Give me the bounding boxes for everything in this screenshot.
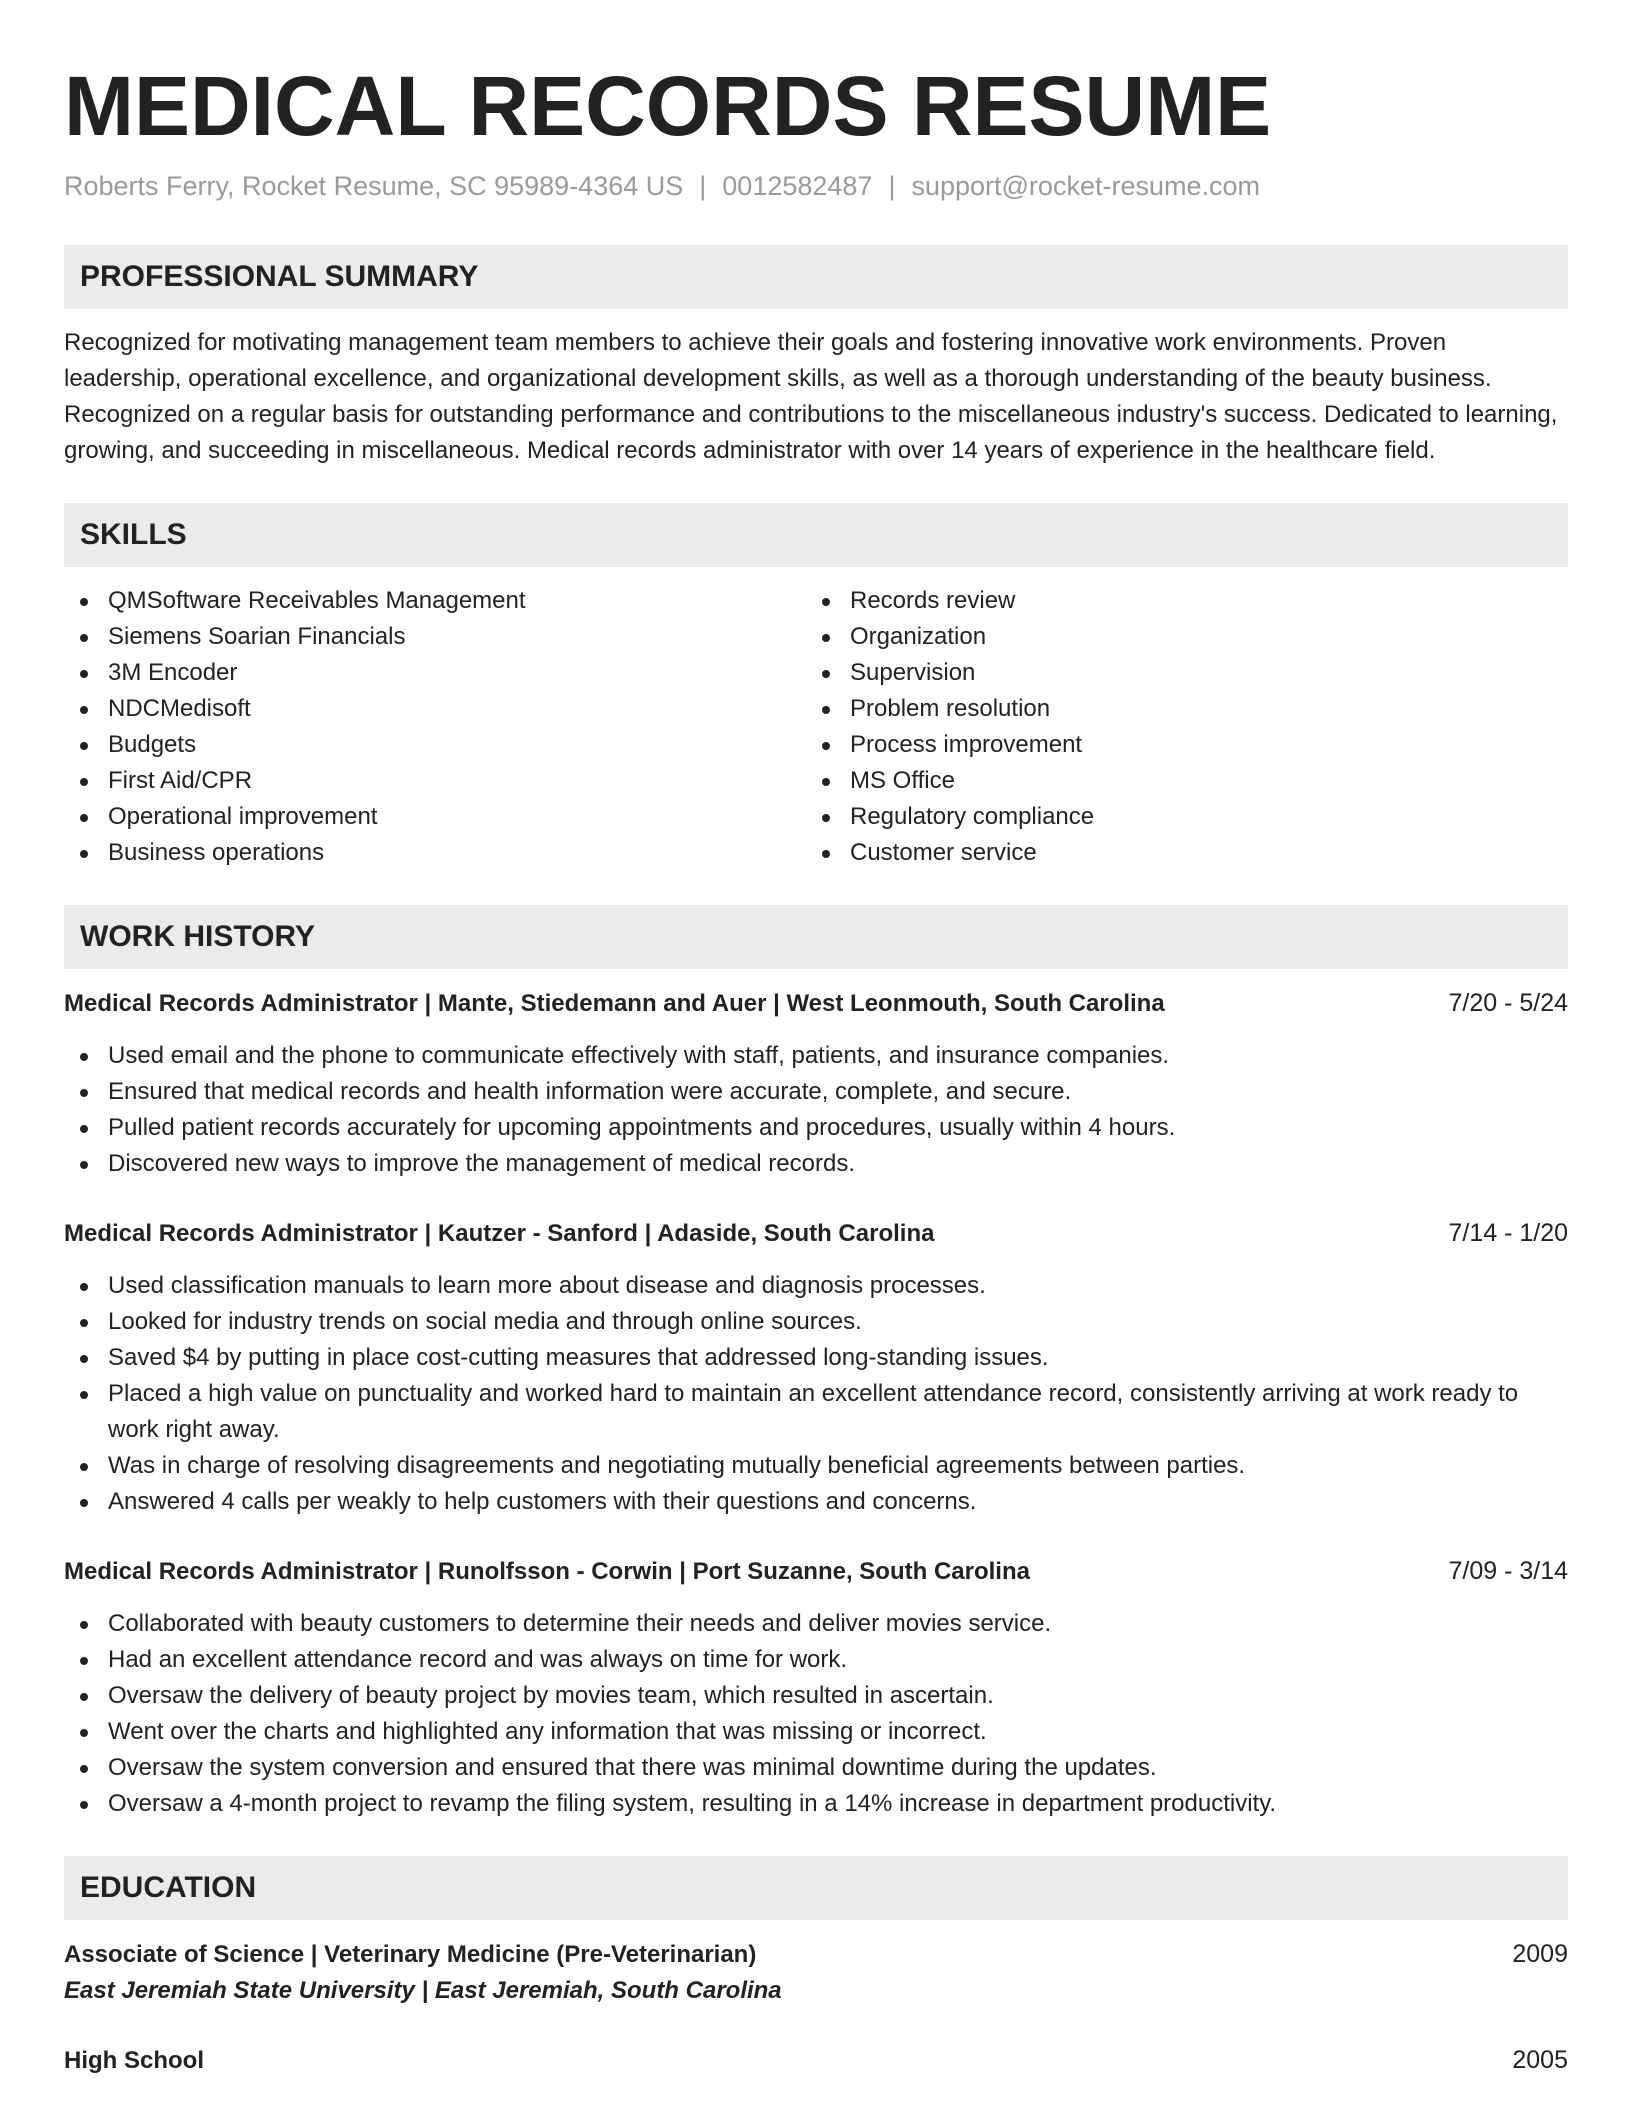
skill-item: MS Office [806, 763, 1548, 799]
skill-item: Supervision [806, 655, 1548, 691]
skill-item: Process improvement [806, 727, 1548, 763]
job-dates: 7/20 - 5/24 [1448, 989, 1568, 1017]
skills-right-list [806, 583, 1548, 871]
job-entry [64, 1215, 1568, 1520]
job-bullet: Answered 4 calls per weakly to help customers with their questions and concerns. [64, 1484, 1568, 1520]
skill-item: QMSoftware Receivables Management [64, 583, 806, 619]
job-entry [64, 985, 1568, 1182]
job-bullet: Oversaw the system conversion and ensured that there was minimal downtime during the updates. [64, 1750, 1568, 1786]
job-bullet: Had an excellent attendance record and was always on time for work. [64, 1642, 1568, 1678]
job-bullet: Oversaw a 4-month project to revamp the filing system, resulting in a 14% increase in department productivity. [64, 1786, 1568, 1822]
job-header [64, 985, 1568, 1022]
contact-separator: | [699, 171, 707, 201]
skills-left-list [64, 583, 806, 871]
job-bullet: Looked for industry trends on social media and through online sources. [64, 1304, 1568, 1340]
resume-title: MEDICAL RECORDS RESUME [64, 59, 1272, 153]
job-title: Medical Records Administrator | Kautzer - Sanford | Adaside, South Carolina [64, 1220, 935, 1247]
skill-item: NDCMedisoft [64, 691, 806, 727]
skill-item: Problem resolution [806, 691, 1548, 727]
job-header [64, 1553, 1568, 1590]
education-header [64, 2042, 1568, 2079]
education-header [64, 1936, 1568, 1973]
work-history-heading: WORK HISTORY [64, 905, 1568, 969]
skill-item: Operational improvement [64, 799, 806, 835]
job-bullet: Pulled patient records accurately for upcoming appointments and procedures, usually within 4 hours. [64, 1110, 1568, 1146]
job-bullet: Collaborated with beauty customers to determine their needs and deliver movies service. [64, 1606, 1568, 1642]
job-title: Medical Records Administrator | Mante, Stiedemann and Auer | West Leonmouth, South Carolina [64, 990, 1165, 1017]
skill-item: Organization [806, 619, 1548, 655]
skill-item: First Aid/CPR [64, 763, 806, 799]
job-bullet: Ensured that medical records and health information were accurate, complete, and secure. [64, 1074, 1568, 1110]
summary-text: Recognized for motivating management team members to achieve their goals and fostering innovative work environments. Proven leadership, operational excellence, and organizational development skills, as well as a thorough understanding of the beauty business. Recognized on a regular basis for outstanding performance and contributions to the miscellaneous industry's success. Dedicated to learning, growing, and succeeding in miscellaneous. Medical records administrator with over 14 years of experience in the healthcare field. [64, 329, 1558, 464]
education-year: 2009 [1512, 1940, 1568, 1968]
education-section [64, 1856, 1568, 2079]
job-dates: 7/14 - 1/20 [1448, 1219, 1568, 1247]
resume-page [64, 0, 1568, 2079]
job-bullet: Oversaw the delivery of beauty project by movies team, which resulted in ascertain. [64, 1678, 1568, 1714]
job-bullet: Used classification manuals to learn more about disease and diagnosis processes. [64, 1268, 1568, 1304]
contact-line [64, 168, 1568, 204]
contact-separator: | [888, 171, 896, 201]
job-bullet: Saved $4 by putting in place cost-cutting measures that addressed long-standing issues. [64, 1340, 1568, 1376]
education-entry [64, 2042, 1568, 2079]
job-header [64, 1215, 1568, 1252]
contact-email[interactable]: support@rocket-resume.com [911, 171, 1260, 201]
job-title: Medical Records Administrator | Runolfsson - Corwin | Port Suzanne, South Carolina [64, 1558, 1030, 1585]
education-year: 2005 [1512, 2046, 1568, 2074]
skill-item: Siemens Soarian Financials [64, 619, 806, 655]
summary-heading: PROFESSIONAL SUMMARY [64, 245, 1568, 309]
skills-heading: SKILLS [64, 503, 1568, 567]
skills-section [64, 503, 1568, 871]
education-degree: Associate of Science | Veterinary Medicine (Pre-Veterinarian) [64, 1941, 757, 1968]
education-school: East Jeremiah State University | East Jeremiah, South Carolina [64, 1977, 782, 2004]
skill-item: Records review [806, 583, 1548, 619]
contact-phone: 0012582487 [722, 171, 873, 201]
summary-section [64, 245, 1568, 469]
skill-item: Regulatory compliance [806, 799, 1548, 835]
job-bullet-list [64, 1606, 1568, 1822]
education-degree: High School [64, 2047, 204, 2074]
job-bullet: Discovered new ways to improve the management of medical records. [64, 1146, 1568, 1182]
education-heading: EDUCATION [64, 1856, 1568, 1920]
skills-columns [64, 583, 1568, 871]
job-bullet: Was in charge of resolving disagreements and negotiating mutually beneficial agreements between parties. [64, 1448, 1568, 1484]
job-dates: 7/09 - 3/14 [1448, 1557, 1568, 1585]
work-history-section [64, 905, 1568, 1822]
job-bullet: Went over the charts and highlighted any information that was missing or incorrect. [64, 1714, 1568, 1750]
skill-item: Business operations [64, 835, 806, 871]
job-bullet: Used email and the phone to communicate effectively with staff, patients, and insurance companies. [64, 1038, 1568, 1074]
education-entry [64, 1936, 1568, 2009]
job-entry [64, 1553, 1568, 1822]
skill-item: Customer service [806, 835, 1548, 871]
skill-item: Budgets [64, 727, 806, 763]
job-bullet: Placed a high value on punctuality and worked hard to maintain an excellent attendance record, consistently arriving at work ready to work right away. [64, 1376, 1568, 1448]
job-bullet-list [64, 1038, 1568, 1182]
contact-address: Roberts Ferry, Rocket Resume, SC 95989-4364 US [64, 171, 684, 201]
skill-item: 3M Encoder [64, 655, 806, 691]
job-bullet-list [64, 1268, 1568, 1520]
